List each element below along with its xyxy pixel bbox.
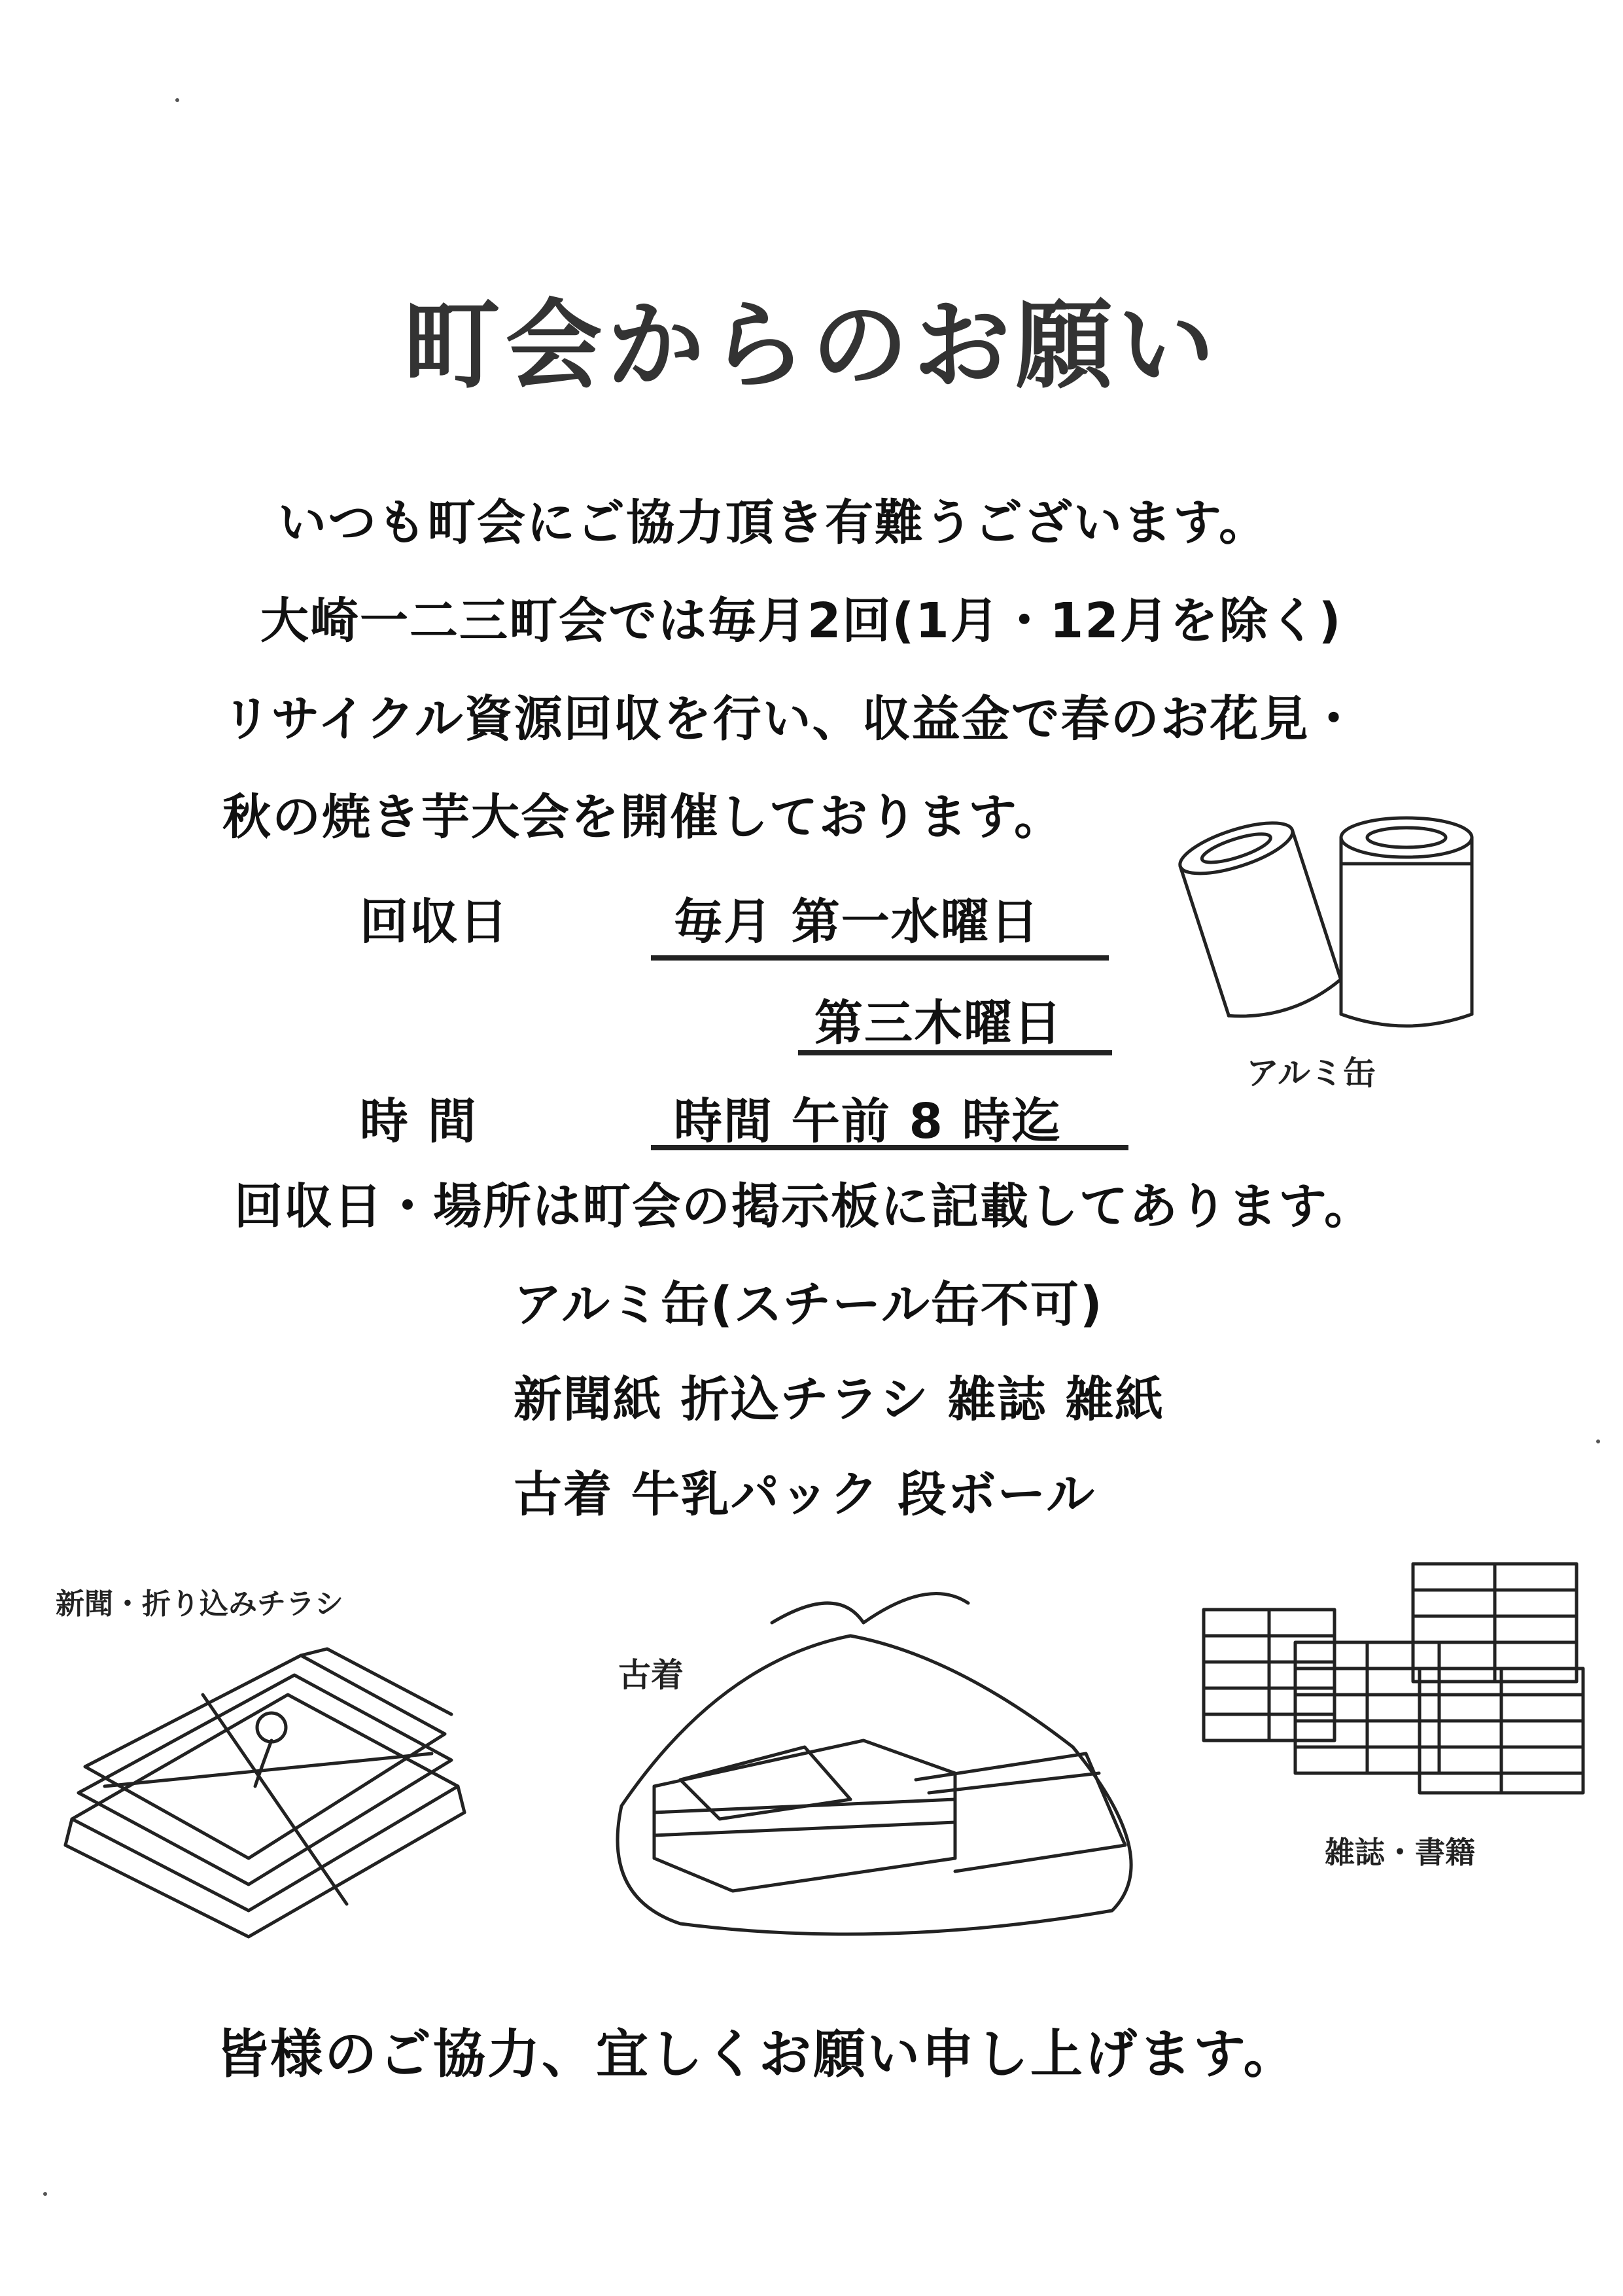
clothes-caption: 古着 xyxy=(618,1656,684,1694)
underline-day-2 xyxy=(798,1050,1112,1055)
closing-message: 皆様のご協力、宜しくお願い申し上げます。 xyxy=(216,2024,1298,2085)
aluminum-can-illustration xyxy=(1178,805,1492,1040)
item-line-3: 古着 牛乳パック 段ボール xyxy=(514,1466,1096,1523)
cans-caption: アルミ缶 xyxy=(1246,1054,1376,1092)
collection-day-label: 回収日 xyxy=(360,894,509,950)
collection-day-value-2: 第三木曜日 xyxy=(814,995,1063,1051)
scan-speck xyxy=(1596,1439,1600,1443)
item-line-1: アルミ缶(スチール缶不可) xyxy=(514,1277,1104,1333)
page-title: 町会からのお願い xyxy=(403,289,1220,402)
collection-day-value-1: 毎月 第一水曜日 xyxy=(674,894,1040,950)
intro-line-3: リサイクル資源回収を行い、収益金で春のお花見・ xyxy=(222,691,1359,747)
magazines-caption: 雑誌・書籍 xyxy=(1325,1835,1475,1870)
magazines-illustration xyxy=(1197,1557,1603,1806)
collection-time-label: 時 間 xyxy=(360,1093,478,1150)
scan-speck xyxy=(43,2192,47,2196)
item-line-2: 新聞紙 折込チラシ 雑誌 雑紙 xyxy=(514,1371,1165,1428)
underline-day-1 xyxy=(651,955,1109,961)
old-clothes-illustration xyxy=(589,1583,1178,1950)
underline-time xyxy=(651,1145,1128,1150)
intro-line-4: 秋の焼き芋大会を開催しております。 xyxy=(222,789,1064,845)
intro-line-1: いつも町会にご協力頂き有難うございます。 xyxy=(278,495,1269,551)
scan-speck xyxy=(175,98,179,102)
collection-time-value: 時間 午前 8 時迄 xyxy=(674,1093,1062,1150)
newspaper-bundle-illustration xyxy=(39,1636,484,1937)
intro-line-2: 大崎一二三町会では毎月2回(1月・12月を除く) xyxy=(260,593,1342,649)
notice-line: 回収日・場所は町会の掲示板に記載してあります。 xyxy=(234,1178,1374,1235)
newspaper-caption: 新聞・折り込みチラシ xyxy=(56,1587,343,1621)
